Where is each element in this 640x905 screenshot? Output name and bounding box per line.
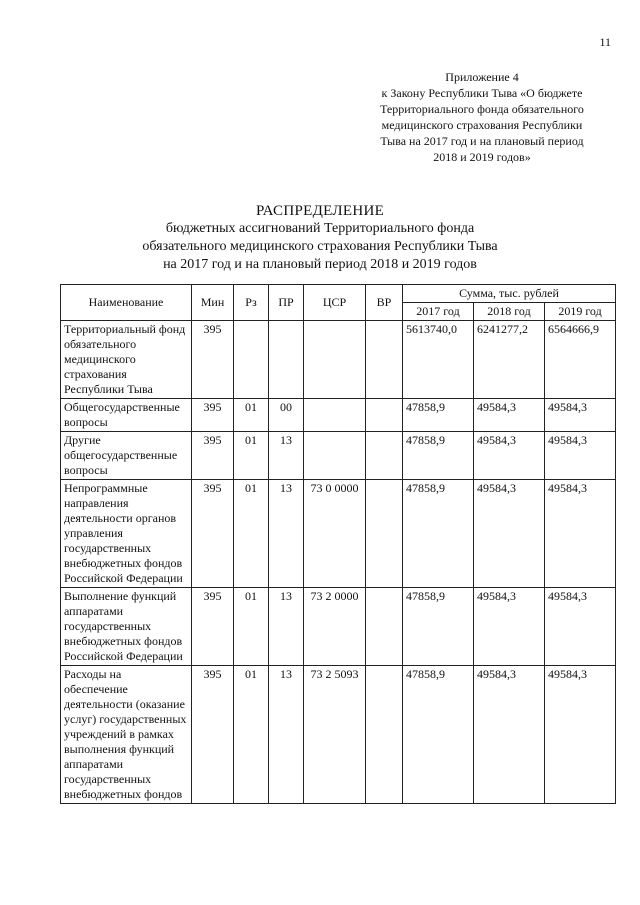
cell-vr bbox=[366, 588, 403, 666]
header-min: Мин bbox=[192, 285, 234, 321]
header-rz: Рз bbox=[234, 285, 269, 321]
cell-min: 395 bbox=[192, 666, 234, 804]
cell-pr: 13 bbox=[269, 480, 304, 588]
table-row bbox=[61, 399, 616, 432]
page-number: 11 bbox=[599, 35, 611, 49]
header-pr: ПР bbox=[269, 285, 304, 321]
cell-2018: 49584,3 bbox=[474, 588, 545, 666]
cell-vr bbox=[366, 666, 403, 804]
cell-2019: 6564666,9 bbox=[545, 321, 616, 399]
cell-2018: 49584,3 bbox=[474, 666, 545, 804]
header-year-2019: 2019 год bbox=[545, 303, 616, 321]
cell-2017: 47858,9 bbox=[403, 399, 474, 432]
cell-rz: 01 bbox=[234, 588, 269, 666]
cell-vr bbox=[366, 480, 403, 588]
cell-pr: 00 bbox=[269, 399, 304, 432]
cell-csr: 73 2 5093 bbox=[304, 666, 366, 804]
title-line: на 2017 год и на плановый период 2018 и 2019 годов bbox=[163, 257, 477, 272]
table-header bbox=[61, 285, 616, 321]
header-year-2017: 2017 год bbox=[403, 303, 474, 321]
cell-min: 395 bbox=[192, 321, 234, 399]
document-title bbox=[0, 202, 640, 274]
header-year-2018: 2018 год bbox=[474, 303, 545, 321]
cell-2017: 47858,9 bbox=[403, 480, 474, 588]
budget-table bbox=[60, 284, 616, 804]
cell-2019: 49584,3 bbox=[545, 480, 616, 588]
cell-csr bbox=[304, 399, 366, 432]
appendix-line: медицинского страхования Республики bbox=[381, 118, 583, 132]
cell-rz: 01 bbox=[234, 432, 269, 480]
cell-2017: 47858,9 bbox=[403, 666, 474, 804]
cell-rz bbox=[234, 321, 269, 399]
appendix-note bbox=[362, 69, 602, 165]
title-line: бюджетных ассигнований Территориального фонда bbox=[165, 221, 475, 236]
cell-vr bbox=[366, 399, 403, 432]
cell-pr: 13 bbox=[269, 432, 304, 480]
cell-name: Другие общегосударственные вопросы bbox=[61, 432, 192, 480]
header-name: Наименование bbox=[61, 285, 192, 321]
table-row bbox=[61, 588, 616, 666]
cell-csr bbox=[304, 321, 366, 399]
appendix-line: Тыва на 2017 год и на плановый период bbox=[380, 134, 584, 148]
cell-2018: 49584,3 bbox=[474, 480, 545, 588]
table-row bbox=[61, 432, 616, 480]
cell-csr bbox=[304, 432, 366, 480]
cell-2019: 49584,3 bbox=[545, 432, 616, 480]
cell-csr: 73 2 0000 bbox=[304, 588, 366, 666]
cell-name: Территориальный фонд обязательного медицинского страхования Республики Тыва bbox=[61, 321, 192, 399]
appendix-line: к Закону Республики Тыва «О бюджете bbox=[381, 86, 583, 100]
cell-2019: 49584,3 bbox=[545, 588, 616, 666]
cell-name: Общегосударственные вопросы bbox=[61, 399, 192, 432]
cell-rz: 01 bbox=[234, 480, 269, 588]
cell-pr bbox=[269, 321, 304, 399]
table-row bbox=[61, 321, 616, 399]
cell-2017: 5613740,0 bbox=[403, 321, 474, 399]
cell-name: Непрограммные направления деятельности органов управления государственных внебюджетных фондов Российской Федерации bbox=[61, 480, 192, 588]
cell-2017: 47858,9 bbox=[403, 588, 474, 666]
table-row bbox=[61, 480, 616, 588]
cell-min: 395 bbox=[192, 399, 234, 432]
cell-pr: 13 bbox=[269, 666, 304, 804]
cell-pr: 13 bbox=[269, 588, 304, 666]
cell-2019: 49584,3 bbox=[545, 666, 616, 804]
title-main: РАСПРЕДЕЛЕНИЕ bbox=[255, 203, 385, 219]
cell-rz: 01 bbox=[234, 399, 269, 432]
cell-name: Выполнение функций аппаратами государственных внебюджетных фондов Российской Федерации bbox=[61, 588, 192, 666]
cell-vr bbox=[366, 321, 403, 399]
cell-vr bbox=[366, 432, 403, 480]
cell-min: 395 bbox=[192, 480, 234, 588]
header-vr: ВР bbox=[366, 285, 403, 321]
table-body bbox=[61, 321, 616, 804]
cell-csr: 73 0 0000 bbox=[304, 480, 366, 588]
appendix-line: Территориального фонда обязательного bbox=[380, 102, 584, 116]
appendix-line: Приложение 4 bbox=[445, 70, 519, 84]
cell-name: Расходы на обеспечение деятельности (оказание услуг) государственных учреждений в рамках выполнения функций аппаратами государственных внебюджетных фондов bbox=[61, 666, 192, 804]
header-csr: ЦСР bbox=[304, 285, 366, 321]
appendix-line: 2018 и 2019 годов» bbox=[433, 150, 531, 164]
cell-min: 395 bbox=[192, 588, 234, 666]
cell-rz: 01 bbox=[234, 666, 269, 804]
cell-2018: 49584,3 bbox=[474, 432, 545, 480]
cell-2018: 49584,3 bbox=[474, 399, 545, 432]
table-row bbox=[61, 666, 616, 804]
cell-2017: 47858,9 bbox=[403, 432, 474, 480]
cell-2019: 49584,3 bbox=[545, 399, 616, 432]
title-line: обязательного медицинского страхования Республики Тыва bbox=[142, 239, 498, 254]
cell-min: 395 bbox=[192, 432, 234, 480]
cell-2018: 6241277,2 bbox=[474, 321, 545, 399]
header-sum: Сумма, тыс. рублей bbox=[403, 285, 616, 303]
